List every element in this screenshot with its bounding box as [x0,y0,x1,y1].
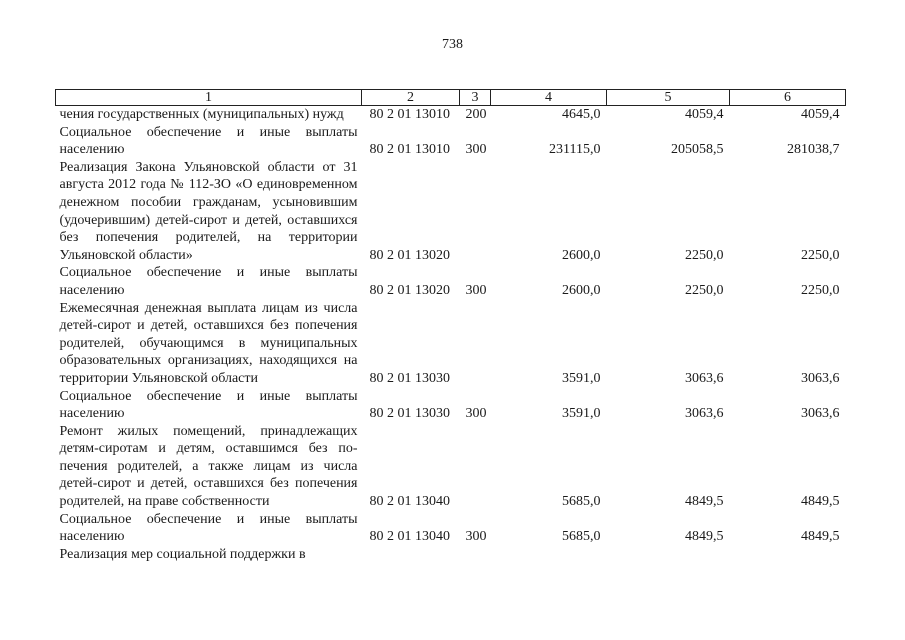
row-code: 80 2 01 13020 [369,247,450,263]
row-name: Социальное обеспечение и иные выплаты населению [59,511,358,545]
row-code: 80 2 01 13040 [369,529,450,545]
row-code: 80 2 01 13020 [369,282,450,298]
row-value-2: 3063,6 [685,406,724,422]
row-code: 80 2 01 13030 [369,370,450,386]
row-name: Социальное обеспечение и иные выплаты населению [59,388,358,422]
row-value-2 [607,546,730,564]
row-value-3: 281038,7 [787,142,840,158]
row-value-1: 4645,0 [562,107,601,122]
row-type: 300 [465,406,487,422]
row-name: чения государственных (муниципальных) нужд [59,107,344,122]
row-code: 80 2 01 13040 [369,494,450,510]
row-type: 300 [465,282,487,298]
row-value-1: 5685,0 [562,494,601,510]
row-type [460,159,491,265]
page-number: 738 [442,37,463,52]
budget-table [55,89,846,563]
column-header: 6 [730,90,846,106]
column-header: 1 [56,90,362,106]
row-name: Социальное обеспечение и иные выплаты населению [59,265,358,298]
row-value-2: 4849,5 [685,494,724,510]
row-code: 80 2 01 13010 [369,142,450,158]
row-value-2: 4059,4 [685,107,724,122]
row-value-2: 205058,5 [671,142,724,158]
table-row [56,546,846,564]
row-code: 80 2 01 13010 [369,107,450,122]
row-name: Ежемесячная денежная выплата лицам из числа детей-сирот и детей, оставшихся без попечения родителей, обучающимся в муниципальных образовательных организациях, находящихся на территории Ульяновской области [59,300,358,386]
column-header: 4 [491,90,607,106]
row-value-2: 4849,5 [685,529,724,545]
row-type: 200 [465,107,487,122]
row-type [460,546,491,564]
row-type: 300 [465,142,487,158]
row-value-1 [491,546,607,564]
table-row [56,511,846,546]
row-value-3: 4849,5 [801,529,840,545]
table-row [56,300,846,388]
column-header: 5 [607,90,730,106]
row-value-1: 5685,0 [562,529,601,545]
row-value-1: 3591,0 [562,406,601,422]
table-row [56,106,846,124]
row-code [362,546,460,564]
row-value-3 [730,546,846,564]
table-row [56,124,846,159]
column-header: 2 [362,90,460,106]
table-row [56,159,846,265]
row-name: Ремонт жилых помещений, принадлежащих детям-сиротам и детям, оставшимся без попечения родителей, а также лицам из числа детей-сирот и детей, оставшихся без попечения родителей, на праве собственности [59,423,358,510]
table-row [56,264,846,299]
table-row [56,423,846,511]
row-value-1: 231115,0 [549,142,601,158]
row-name: Социальное обеспечение и иные выплаты населению [59,124,358,158]
row-value-3: 4059,4 [801,107,840,122]
row-name: Реализация мер социальной поддержки в [59,546,306,562]
row-value-2: 2250,0 [685,247,724,263]
row-value-3: 3063,6 [801,370,840,386]
header-row [56,90,846,106]
row-value-3: 2250,0 [801,247,840,263]
table-row [56,388,846,423]
row-type [460,423,491,511]
row-type: 300 [465,529,487,545]
row-value-2: 3063,6 [685,370,724,386]
row-value-1: 3591,0 [562,370,601,386]
row-value-2: 2250,0 [685,282,724,298]
row-value-3: 4849,5 [801,494,840,510]
row-code: 80 2 01 13030 [369,406,450,422]
row-value-3: 2250,0 [801,282,840,298]
row-value-3: 3063,6 [801,406,840,422]
row-name: Реализация Закона Ульяновской области от 31 августа 2012 года № 112-ЗО «О единовременном денежном пособии гражданам, усыновившим (удочерившим) детей-сирот и детей, оставшихся без попечения родителей, на территории Ульяновской области» [59,159,358,263]
row-value-1: 2600,0 [562,282,601,298]
row-value-1: 2600,0 [562,247,601,263]
row-type [460,300,491,388]
column-header: 3 [460,90,491,106]
